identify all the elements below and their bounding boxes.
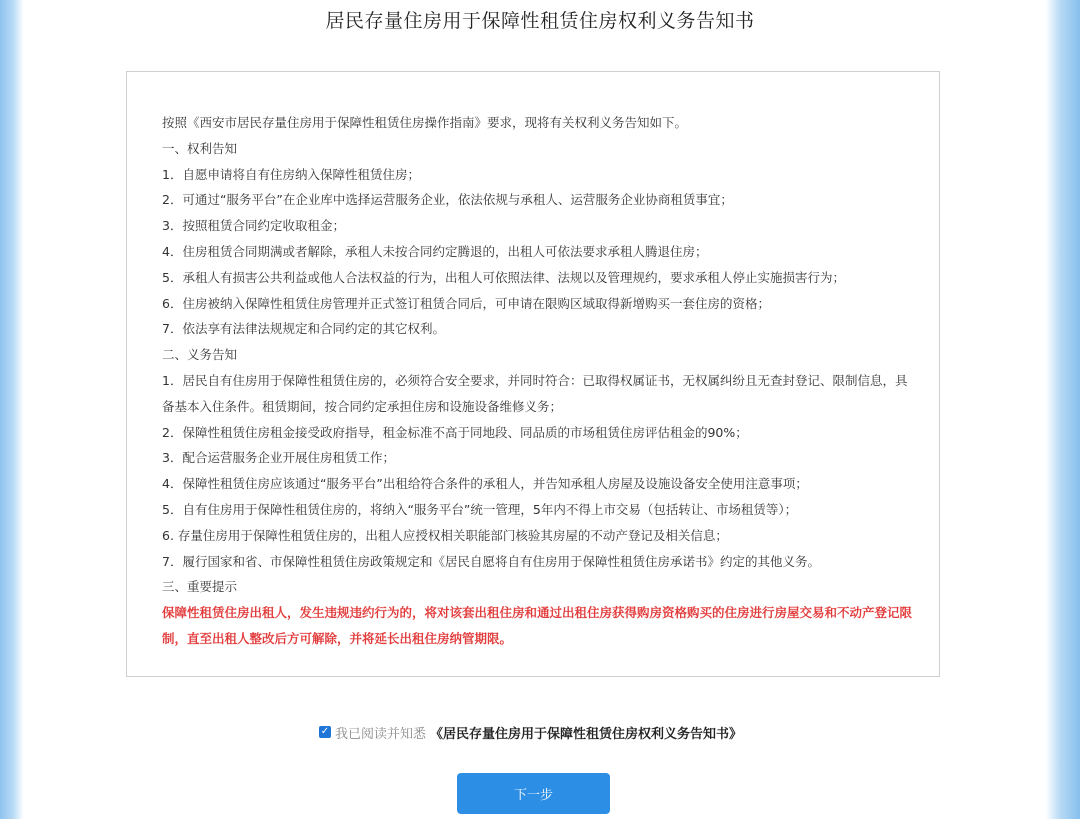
duties-item-7: 7．履行国家和省、市保障性租赁住房政策规定和《居民自愿将自有住房用于保障性租赁住房承诺书》约定的其他义务。 (162, 553, 820, 569)
page-title: 居民存量住房用于保障性租赁住房权利义务告知书 (325, 10, 755, 32)
agreement-row (319, 722, 742, 742)
next-step-button[interactable]: 下一步 (457, 773, 610, 814)
notice-intro: 按照《西安市居民存量住房用于保障性租赁住房操作指南》要求，现将有关权利义务告知如下。 (162, 115, 688, 130)
notice-body (162, 110, 912, 652)
duties-item-3: 3．配合运营服务企业开展住房租赁工作； (162, 450, 395, 466)
rights-heading: 一、权利告知 (162, 140, 238, 156)
check-icon: ✓ (320, 726, 330, 737)
agree-document-title: 《居民存量住房用于保障性租赁住房权利义务告知书》 (430, 726, 743, 742)
agree-checkbox[interactable] (319, 726, 331, 738)
duties-item-1: 1．居民自有住房用于保障性租赁住房的，必须符合安全要求，并同时符合：已取得权属证书，无权属纠纷且无查封登记、限制信息，具备基本入住条件。租赁期间，按合同约定承担住房和设施设备维修义务； (162, 372, 908, 414)
rights-item-6: 6．住房被纳入保障性租赁住房管理并正式签订租赁合同后，可申请在限购区域取得新增购买一套住房的资格； (162, 295, 770, 311)
duties-item-6: 6. 存量住房用于保障性租赁住房的，出租人应授权相关职能部门核验其房屋的不动产登记及相关信息； (162, 527, 728, 543)
rights-item-3: 3．按照租赁合同约定收取租金； (162, 218, 345, 234)
rights-item-2: 2．可通过“服务平台”在企业库中选择运营服务企业，依法依规与承租人、运营服务企业协商租赁事宜； (162, 192, 733, 208)
duties-heading: 二、义务告知 (162, 347, 238, 363)
rights-item-1: 1．自愿申请将自有住房纳入保障性租赁住房； (162, 166, 420, 182)
rights-item-5: 5．承租人有损害公共利益或他人合法权益的行为，出租人可依照法律、法规以及管理规约，要求承租人停止实施损害行为； (162, 269, 845, 285)
duties-item-5: 5．自有住房用于保障性租赁住房的，将纳入“服务平台”统一管理，5年内不得上市交易（包括转让、市场租赁等）； (162, 501, 798, 517)
rights-item-4: 4．住房租赁合同期满或者解除，承租人未按合同约定腾退的，出租人可依法要求承租人腾退住房； (162, 243, 708, 259)
duties-item-2: 2．保障性租赁住房租金接受政府指导，租金标准不高于同地段、同品质的市场租赁住房评估租金的90%； (162, 424, 748, 440)
tips-heading: 三、重要提示 (162, 579, 238, 595)
rights-item-7: 7．依法享有法律法规规定和合同约定的其它权利。 (162, 321, 445, 337)
important-warning: 保障性租赁住房出租人，发生违规违约行为的，将对该套出租住房和通过出租住房获得购房资格购买的住房进行房屋交易和不动产登记限制，直至出租人整改后方可解除，并将延长出租住房纳管期限。 (162, 605, 913, 646)
agree-label[interactable]: 我已阅读并知悉 (335, 726, 427, 742)
duties-item-4: 4．保障性租赁住房应该通过“服务平台”出租给符合条件的承租人，并告知承租人房屋及设施设备安全使用注意事项； (162, 476, 808, 492)
notice-panel (126, 71, 940, 677)
